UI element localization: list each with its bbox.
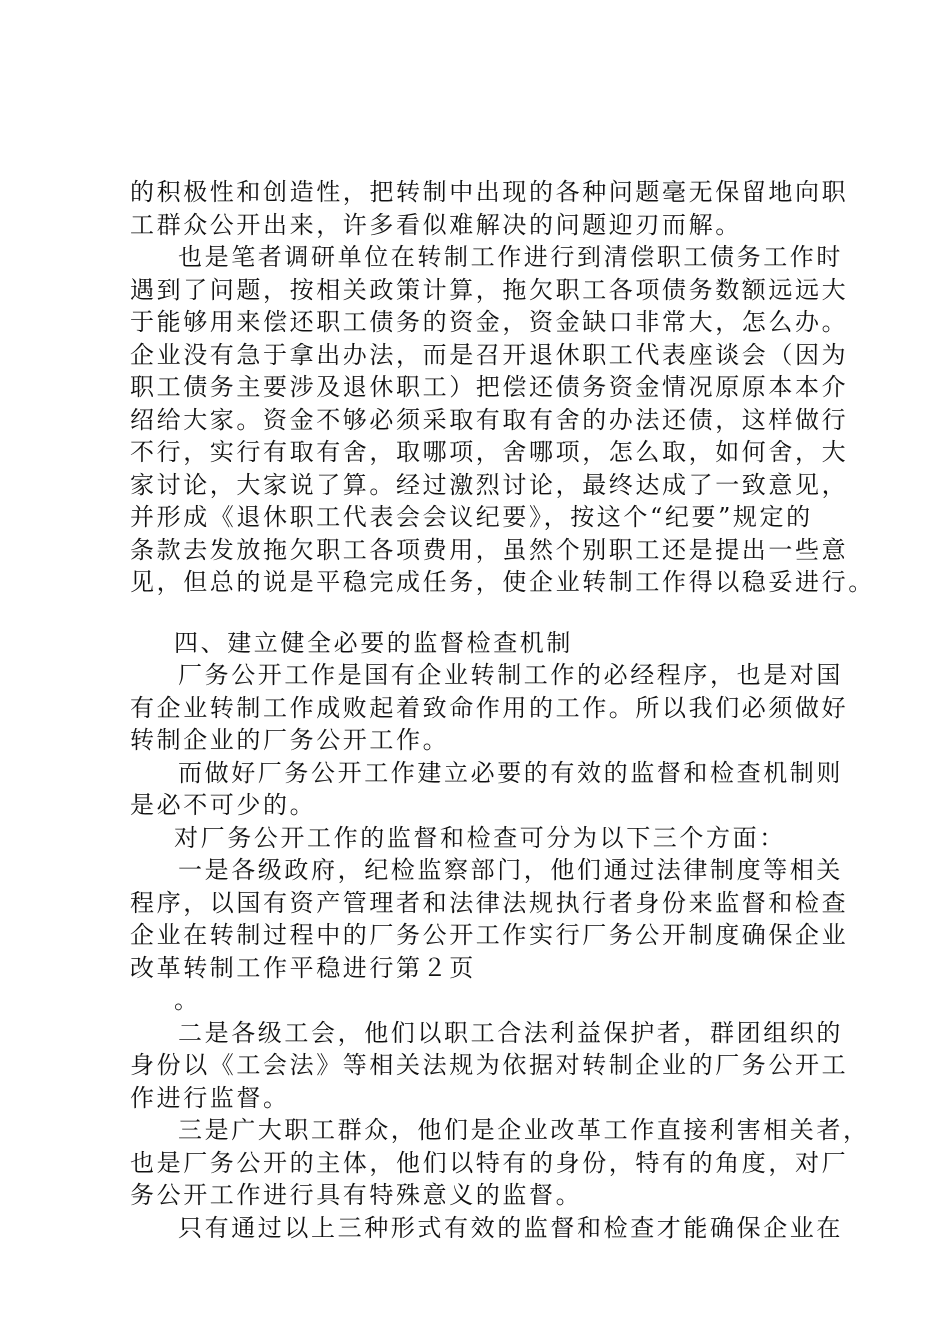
text-line: 是必不可少的。	[130, 791, 317, 819]
text-line: 见，但总的说是平稳完成任务，使企业转制工作得以稳妥进行。	[130, 568, 875, 596]
text-line: 条款去发放拖欠职工各项费用，虽然个别职工还是提出一些意	[130, 535, 849, 564]
paragraph-gap	[130, 599, 850, 627]
text-line: 程序，以国有资产管理者和法律法规执行者身份来监督和检查	[130, 888, 849, 917]
text-line: 不行，实行有取有舍，取哪项，舍哪项，怎么取，如何舍，大	[130, 438, 849, 466]
text-line: 职工债务主要涉及退休职工）把偿还债务资金情况原原本本介	[130, 373, 849, 401]
text-line: 的积极性和创造性，把转制中出现的各种问题毫无保留地向职	[130, 178, 849, 206]
text-line: 绍给大家。资金不够必须采取有取有舍的办法还债，这样做行	[130, 405, 849, 434]
paragraph-start: 只有通过以上三种形式有效的监督和检查才能确保企业在	[178, 1213, 843, 1242]
text-line: 工群众公开出来，许多看似难解决的问题迎刃而解。	[130, 210, 742, 239]
paragraph-start: 而做好厂务公开工作建立必要的有效的监督和检查机制则	[178, 758, 843, 787]
text-line: 遇到了问题，按相关政策计算，拖欠职工各项债务数额远远大	[130, 275, 849, 304]
text-line: 家讨论，大家说了算。经过激烈讨论，最终达成了一致意见，	[130, 470, 849, 499]
text-line: 作进行监督。	[130, 1083, 290, 1112]
text-line: 。	[174, 986, 201, 1014]
text-line: 企业没有急于拿出办法，而是召开退休职工代表座谈会（因为	[130, 340, 849, 369]
paragraph-start: 一是各级政府，纪检监察部门，他们通过法律制度等相关	[178, 856, 843, 884]
paragraph-start: 厂务公开工作是国有企业转制工作的必经程序，也是对国	[178, 661, 843, 689]
paragraph-start: 也是笔者调研单位在转制工作进行到清偿职工债务工作时	[178, 243, 843, 271]
paragraph-start: 二是各级工会，他们以职工合法利益保护者，群团组织的	[178, 1018, 843, 1047]
section-heading: 四、建立健全必要的监督检查机制	[174, 628, 573, 657]
text-line: 也是厂务公开的主体，他们以特有的身份，特有的角度，对厂	[130, 1148, 849, 1177]
paragraph-start: 三是广大职工群众，他们是企业改革工作直接利害相关者，	[178, 1116, 870, 1144]
page-marker-line: 改革转制工作平稳进行第２页	[130, 953, 476, 982]
document-body	[130, 176, 875, 1244]
text-line: 于能够用来偿还职工债务的资金，资金缺口非常大，怎么办。	[130, 308, 849, 336]
text-line: 务公开工作进行具有特殊意义的监督。	[130, 1181, 583, 1209]
text-line: 并形成《退休职工代表会会议纪要》，按这个“纪要”规定的	[130, 503, 813, 531]
paragraph-start: 对厂务公开工作的监督和检查可分为以下三个方面：	[174, 823, 786, 852]
text-line: 转制企业的厂务公开工作。	[130, 726, 450, 754]
text-line: 身份以《工会法》等相关法规为依据对转制企业的厂务公开工	[130, 1051, 849, 1079]
text-line: 企业在转制过程中的厂务公开工作实行厂务公开制度确保企业	[130, 921, 849, 949]
text-line: 有企业转制工作成败起着致命作用的工作。所以我们必须做好	[130, 693, 849, 722]
